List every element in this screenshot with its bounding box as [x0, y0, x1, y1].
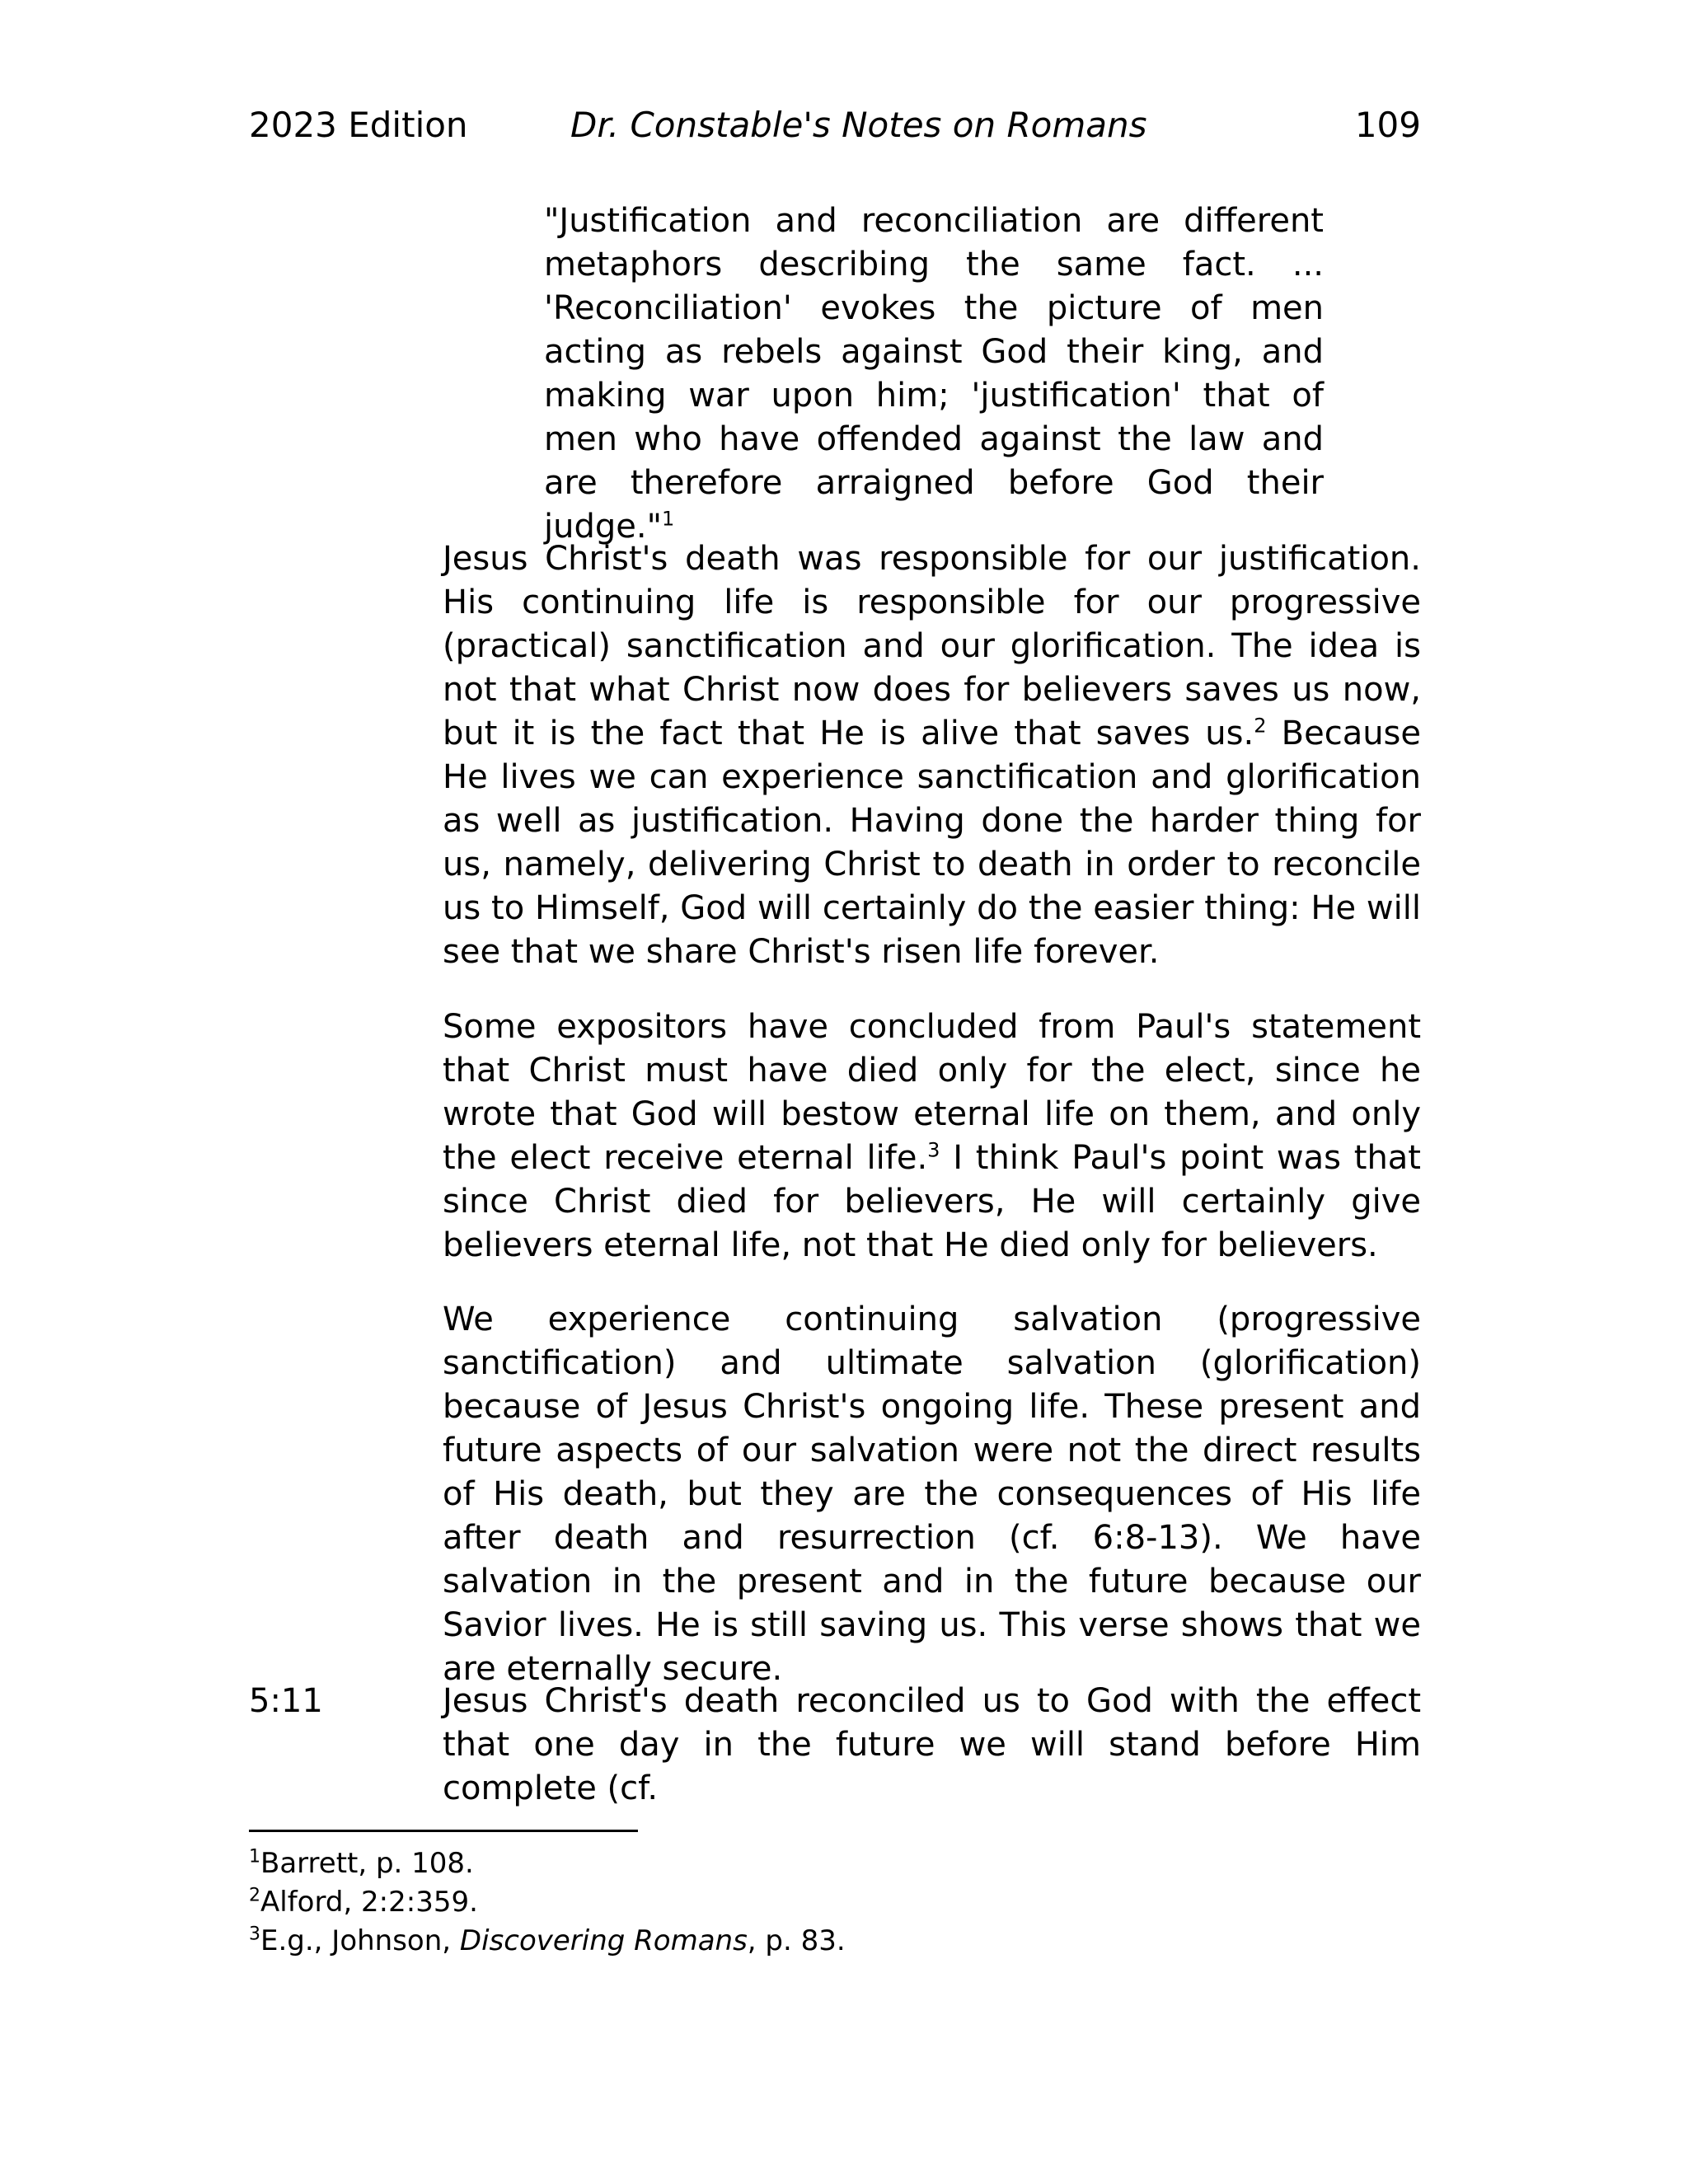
paragraph-text: I think Paul's point was that since Christ died for believers, He will certainly give believers eternal life, not that He died only for believers.	[443, 1139, 1421, 1264]
footnote-1	[249, 1844, 1421, 1883]
page-number: 109	[1354, 105, 1421, 145]
footnote-number: 3	[249, 1924, 260, 1945]
paragraph-text: We experience continuing salvation (progressive sanctification) and ultimate salvation (glorification) because of Jesus Christ's ongoing life. These present and future aspects of our salvation were not the direct results of His death, but they are the consequences of His life after death and resurrection (cf. 6:8-13). We have salvation in the present and in the future because our Savior lives. He is still saving us. This verse shows that we are eternally secure.	[443, 1301, 1421, 1688]
footnote-ref-1[interactable]: 1	[661, 507, 675, 531]
block-quote-text: "Justification and reconciliation are different metaphors describing the same fact. ... 'Reconciliation' evokes the picture of men acting as rebels against God their king, and making war upon him; 'justification' that of men who have offended against the law and are therefore arraigned before God their judge."	[544, 202, 1324, 546]
paragraph-continuing-salvation	[443, 1298, 1421, 1691]
paragraph-text: Jesus Christ's death was responsible for our justification. His continuing life is responsible for our progressive (practical) sanctification and our glorification. The idea is not that what Christ now does for believers saves us now, but it is the fact that He is alive that saves us.	[443, 540, 1421, 752]
footnote-ref-3[interactable]: 3	[927, 1138, 940, 1162]
document-title: Dr. Constable's Notes on Romans	[570, 105, 1147, 145]
paragraph-text: Because He lives we can experience sanctification and glorification as well as justification. Having done the harder thing for us, namely, delivering Christ to death in order to reconcile us to Himself, God will certainly do the easier thing: He will see that we share Christ's risen life forever.	[443, 715, 1422, 971]
footnote-text: , p. 83.	[747, 1924, 846, 1957]
footnote-text: E.g., Johnson,	[260, 1924, 460, 1957]
paragraph-text: Some expositors have concluded from Paul's statement that Christ must have died only for the elect, since he wrote that God will bestow eternal life on them, and only the elect receive eternal life.	[443, 1008, 1421, 1177]
page-header	[249, 101, 1421, 150]
footnote-ref-2[interactable]: 2	[1254, 714, 1267, 738]
footnote-2	[249, 1883, 1421, 1922]
paragraph-text: Jesus Christ's death reconciled us to God with the effect that one day in the future we will stand before Him complete (cf.	[443, 1682, 1421, 1807]
paragraph-expositors	[443, 1005, 1421, 1268]
footnote-text: Barrett, p. 108.	[260, 1847, 474, 1880]
verse-reference: 5:11	[249, 1682, 323, 1720]
footnote-3	[249, 1922, 1421, 1961]
paragraph-justification	[443, 537, 1421, 974]
footnote-text: Alford, 2:2:359.	[260, 1886, 478, 1919]
footnote-work-title: Discovering Romans	[459, 1924, 748, 1957]
footnote-number: 2	[249, 1885, 260, 1906]
edition-label: 2023 Edition	[249, 105, 468, 145]
paragraph-verse-5-11	[443, 1680, 1421, 1811]
footnote-divider	[249, 1830, 638, 1832]
footnote-number: 1	[249, 1846, 260, 1868]
footnotes-section	[249, 1844, 1421, 1961]
block-quote	[544, 199, 1324, 549]
